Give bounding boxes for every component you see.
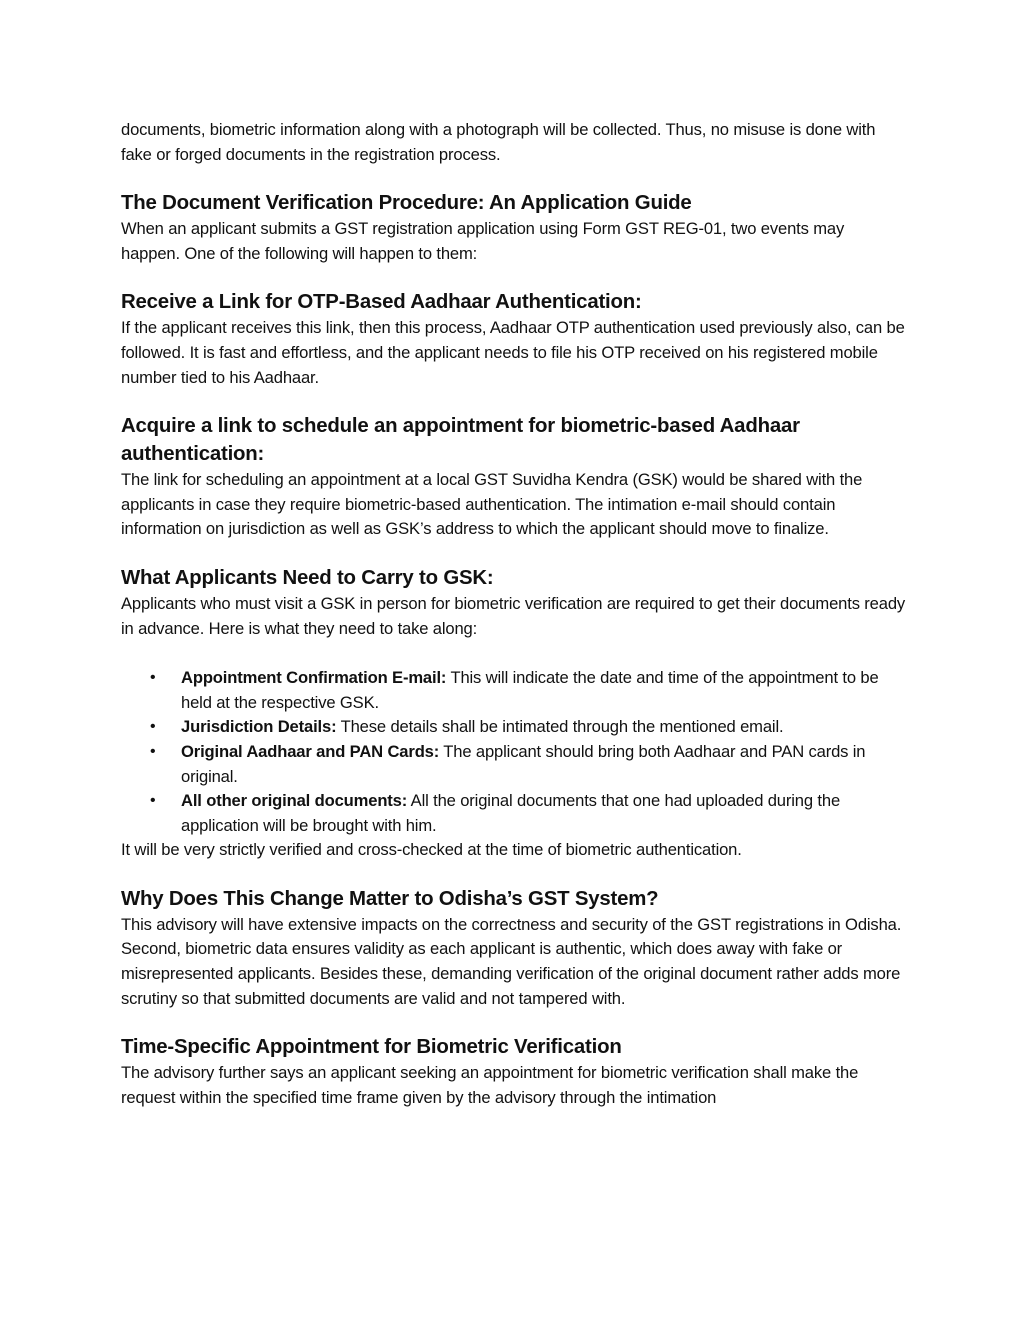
list-item-text: These details shall be intimated through the mentioned email. xyxy=(336,717,784,737)
paragraph-carry-to-gsk: Applicants who must visit a GSK in person for biometric verification are required to get their documents ready in advance. Here is what they need to take along: xyxy=(121,593,906,638)
list-item xyxy=(121,666,907,715)
paragraph-carry-closing: It will be very strictly verified and cross-checked at the time of biometric authentication. xyxy=(121,840,742,860)
bullet-icon: • xyxy=(150,718,156,736)
list-item-text: All the original documents that one had uploaded during the application will be brought with him. xyxy=(181,791,841,835)
heading-why-matter: Why Does This Change Matter to Odisha’s GST System? xyxy=(121,887,659,910)
heading-biometric-link: Acquire a link to schedule an appointment for biometric-based Aadhaar authentication: xyxy=(121,415,800,466)
bullet-icon: • xyxy=(150,669,156,687)
intro-paragraph: documents, biometric information along with a photograph will be collected. Thus, no misuse is done with fake or forged documents in the registration process. xyxy=(121,120,876,164)
bullet-icon: • xyxy=(150,792,156,810)
list-item xyxy=(121,715,907,740)
paragraph-time-specific: The advisory further says an applicant seeking an appointment for biometric verification shall make the request within the specified time frame given by the advisory through the intimation xyxy=(121,1063,859,1107)
paragraph-verification-procedure: When an applicant submits a GST registration application using Form GST REG-01, two events may happen. One of the following will happen to them: xyxy=(121,219,845,263)
list-item-text: The applicant should bring both Aadhaar and PAN cards in original. xyxy=(181,741,866,786)
list-item-text: This will indicate the date and time of the appointment to be held at the respective GSK. xyxy=(181,668,879,712)
heading-carry-to-gsk: What Applicants Need to Carry to GSK: xyxy=(121,566,494,589)
bullet-icon: • xyxy=(150,742,156,760)
heading-time-specific: Time-Specific Appointment for Biometric Verification xyxy=(121,1036,622,1059)
list-item-term: All other original documents: xyxy=(181,791,408,811)
carry-list xyxy=(121,666,907,838)
heading-verification-procedure: The Document Verification Procedure: An Application Guide xyxy=(121,192,692,215)
paragraph-otp-link: If the applicant receives this link, then this process, Aadhaar OTP authentication used previously also, can be followed. It is fast and effortless, and the applicant needs to file his OTP received on his registered mobile number tied to his Aadhaar. xyxy=(121,318,905,387)
list-item xyxy=(121,789,907,838)
list-item-term: Original Aadhaar and PAN Cards: xyxy=(181,741,440,761)
list-item-term: Appointment Confirmation E-mail: xyxy=(181,668,447,688)
list-item-term: Jurisdiction Details: xyxy=(181,717,337,737)
paragraph-why-matter: This advisory will have extensive impacts on the correctness and security of the GST registrations in Odisha. Second, biometric data ensures validity as each applicant is authentic, which does away with fake or misrepresented applicants. Besides these, demanding verification of the original document rather adds more scrutiny so that submitted documents are valid and not tampered with. xyxy=(121,914,902,1008)
heading-otp-link: Receive a Link for OTP-Based Aadhaar Authentication: xyxy=(121,291,642,314)
paragraph-biometric-link: The link for scheduling an appointment at a local GST Suvidha Kendra (GSK) would be shared with the applicants in case they require biometric-based authentication. The intimation e-mail should contain information on jurisdiction as well as GSK’s address to which the applicant should move to finalize. xyxy=(121,470,863,539)
list-item xyxy=(121,740,907,789)
document-body xyxy=(121,118,907,1110)
